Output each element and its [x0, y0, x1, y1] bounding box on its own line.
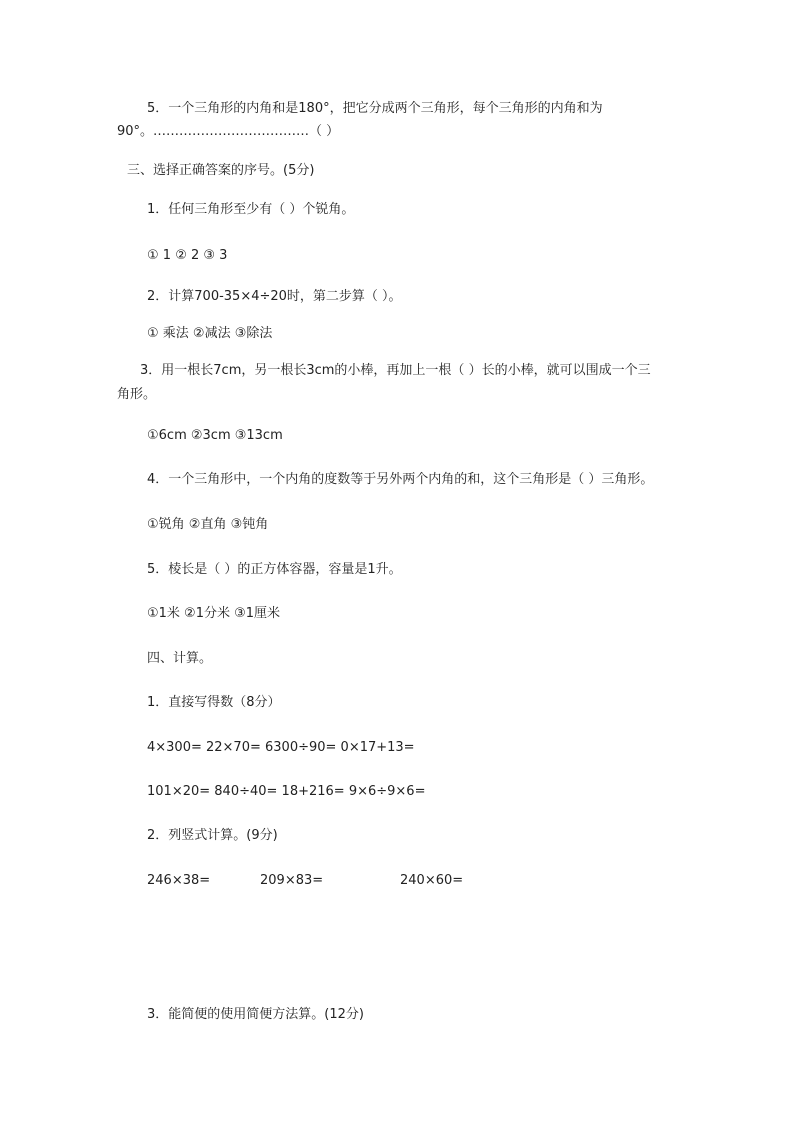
section-3-question-3-options: ①6cm ②3cm ③13cm: [147, 428, 283, 443]
section-4-title: 四、计算。: [147, 651, 213, 666]
section-3-question-4-options: ①锐角 ②直角 ③钝角: [147, 517, 269, 532]
section-3-question-1-options: ① 1 ② 2 ③ 3: [147, 248, 228, 263]
vertical-calc-3: 240×60=: [400, 873, 464, 888]
section-3-question-3-line-2: 角形。: [117, 387, 157, 402]
vertical-calc-1: 246×38=: [147, 873, 211, 888]
section-3-question-5: 5．棱长是（ ）的正方体容器，容量是1升。: [147, 562, 402, 577]
question-2-5-line-1: 5．一个三角形的内角和是180°，把它分成两个三角形，每个三角形的内角和为: [147, 101, 603, 116]
section-3-question-1: 1．任何三角形至少有（ ）个锐角。: [147, 202, 355, 217]
section-4-question-1-row-2: 101×20= 840÷40= 18+216= 9×6÷9×6=: [147, 784, 426, 799]
section-3-question-5-options: ①1米 ②1分米 ③1厘米: [147, 606, 281, 621]
section-3-question-4: 4．一个三角形中，一个内角的度数等于另外两个内角的和，这个三角形是（ ）三角形。: [147, 472, 654, 487]
question-2-5-line-2: 90°。………………………………（ ）: [117, 124, 340, 139]
vertical-calc-2: 209×83=: [260, 873, 324, 888]
section-4-question-3: 3．能简便的使用简便方法算。(12分): [147, 1007, 364, 1022]
section-3-title: 三、选择正确答案的序号。(5分): [127, 163, 315, 178]
section-3-question-2-options: ① 乘法 ②减法 ③除法: [147, 326, 273, 341]
section-4-question-2: 2．列竖式计算。(9分): [147, 828, 278, 843]
section-4-question-1-row-1: 4×300= 22×70= 6300÷90= 0×17+13=: [147, 740, 415, 755]
section-4-question-1: 1．直接写得数（8分）: [147, 695, 281, 710]
section-3-question-3-line-1: 3．用一根长7cm，另一根长3cm的小棒，再加上一根（ ）长的小棒，就可以围成一个三: [140, 363, 651, 378]
section-3-question-2: 2．计算700-35×4÷20时，第二步算（ ）。: [147, 289, 402, 304]
